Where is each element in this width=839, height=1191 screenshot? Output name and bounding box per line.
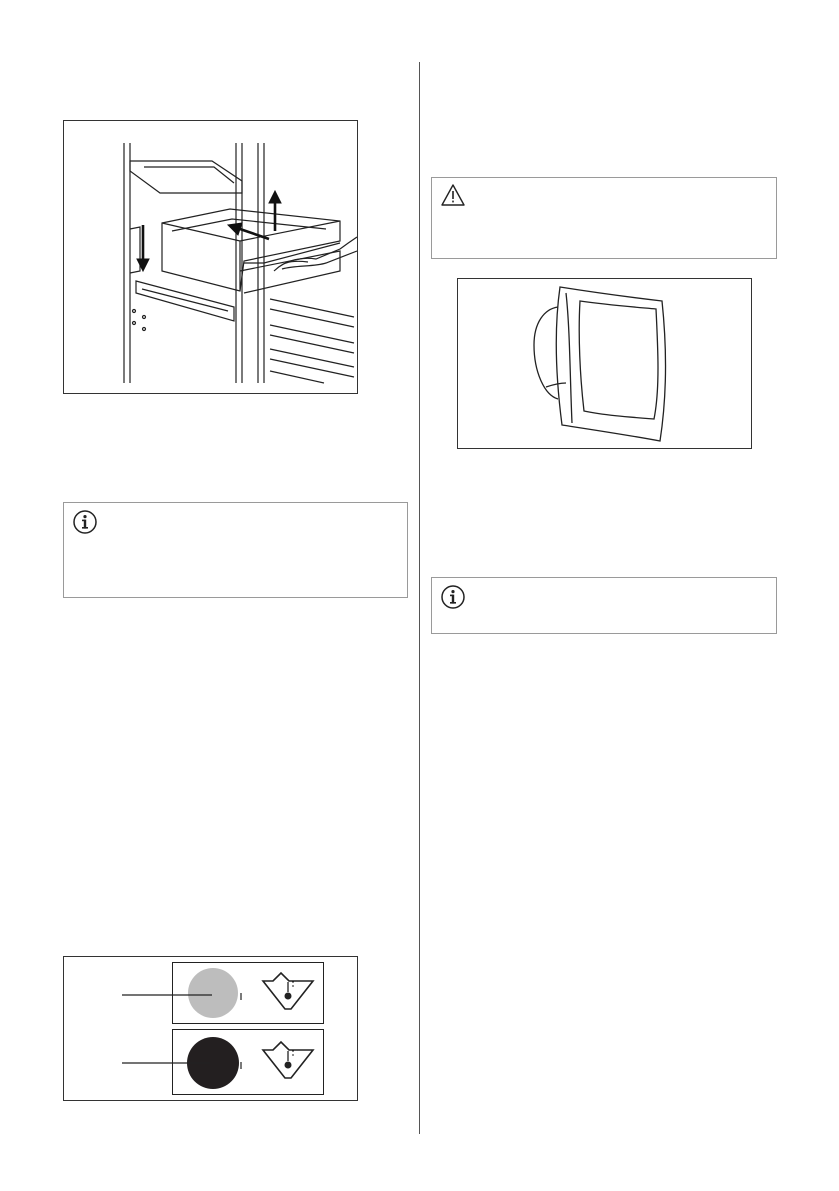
info-notice-right <box>431 577 777 634</box>
indicator-panel-figure <box>63 956 358 1101</box>
warning-notice <box>431 177 777 259</box>
drawer-removal-figure <box>63 120 358 394</box>
warning-triangle-icon <box>440 182 466 208</box>
drawer-removal-illustration <box>64 121 357 393</box>
cover-removal-illustration <box>458 279 751 448</box>
info-notice <box>63 502 408 598</box>
column-divider <box>419 62 420 1134</box>
info-icon <box>72 509 98 535</box>
indicator-leader-lines <box>64 957 224 1102</box>
info-icon <box>440 584 466 610</box>
cover-removal-figure <box>457 278 752 449</box>
